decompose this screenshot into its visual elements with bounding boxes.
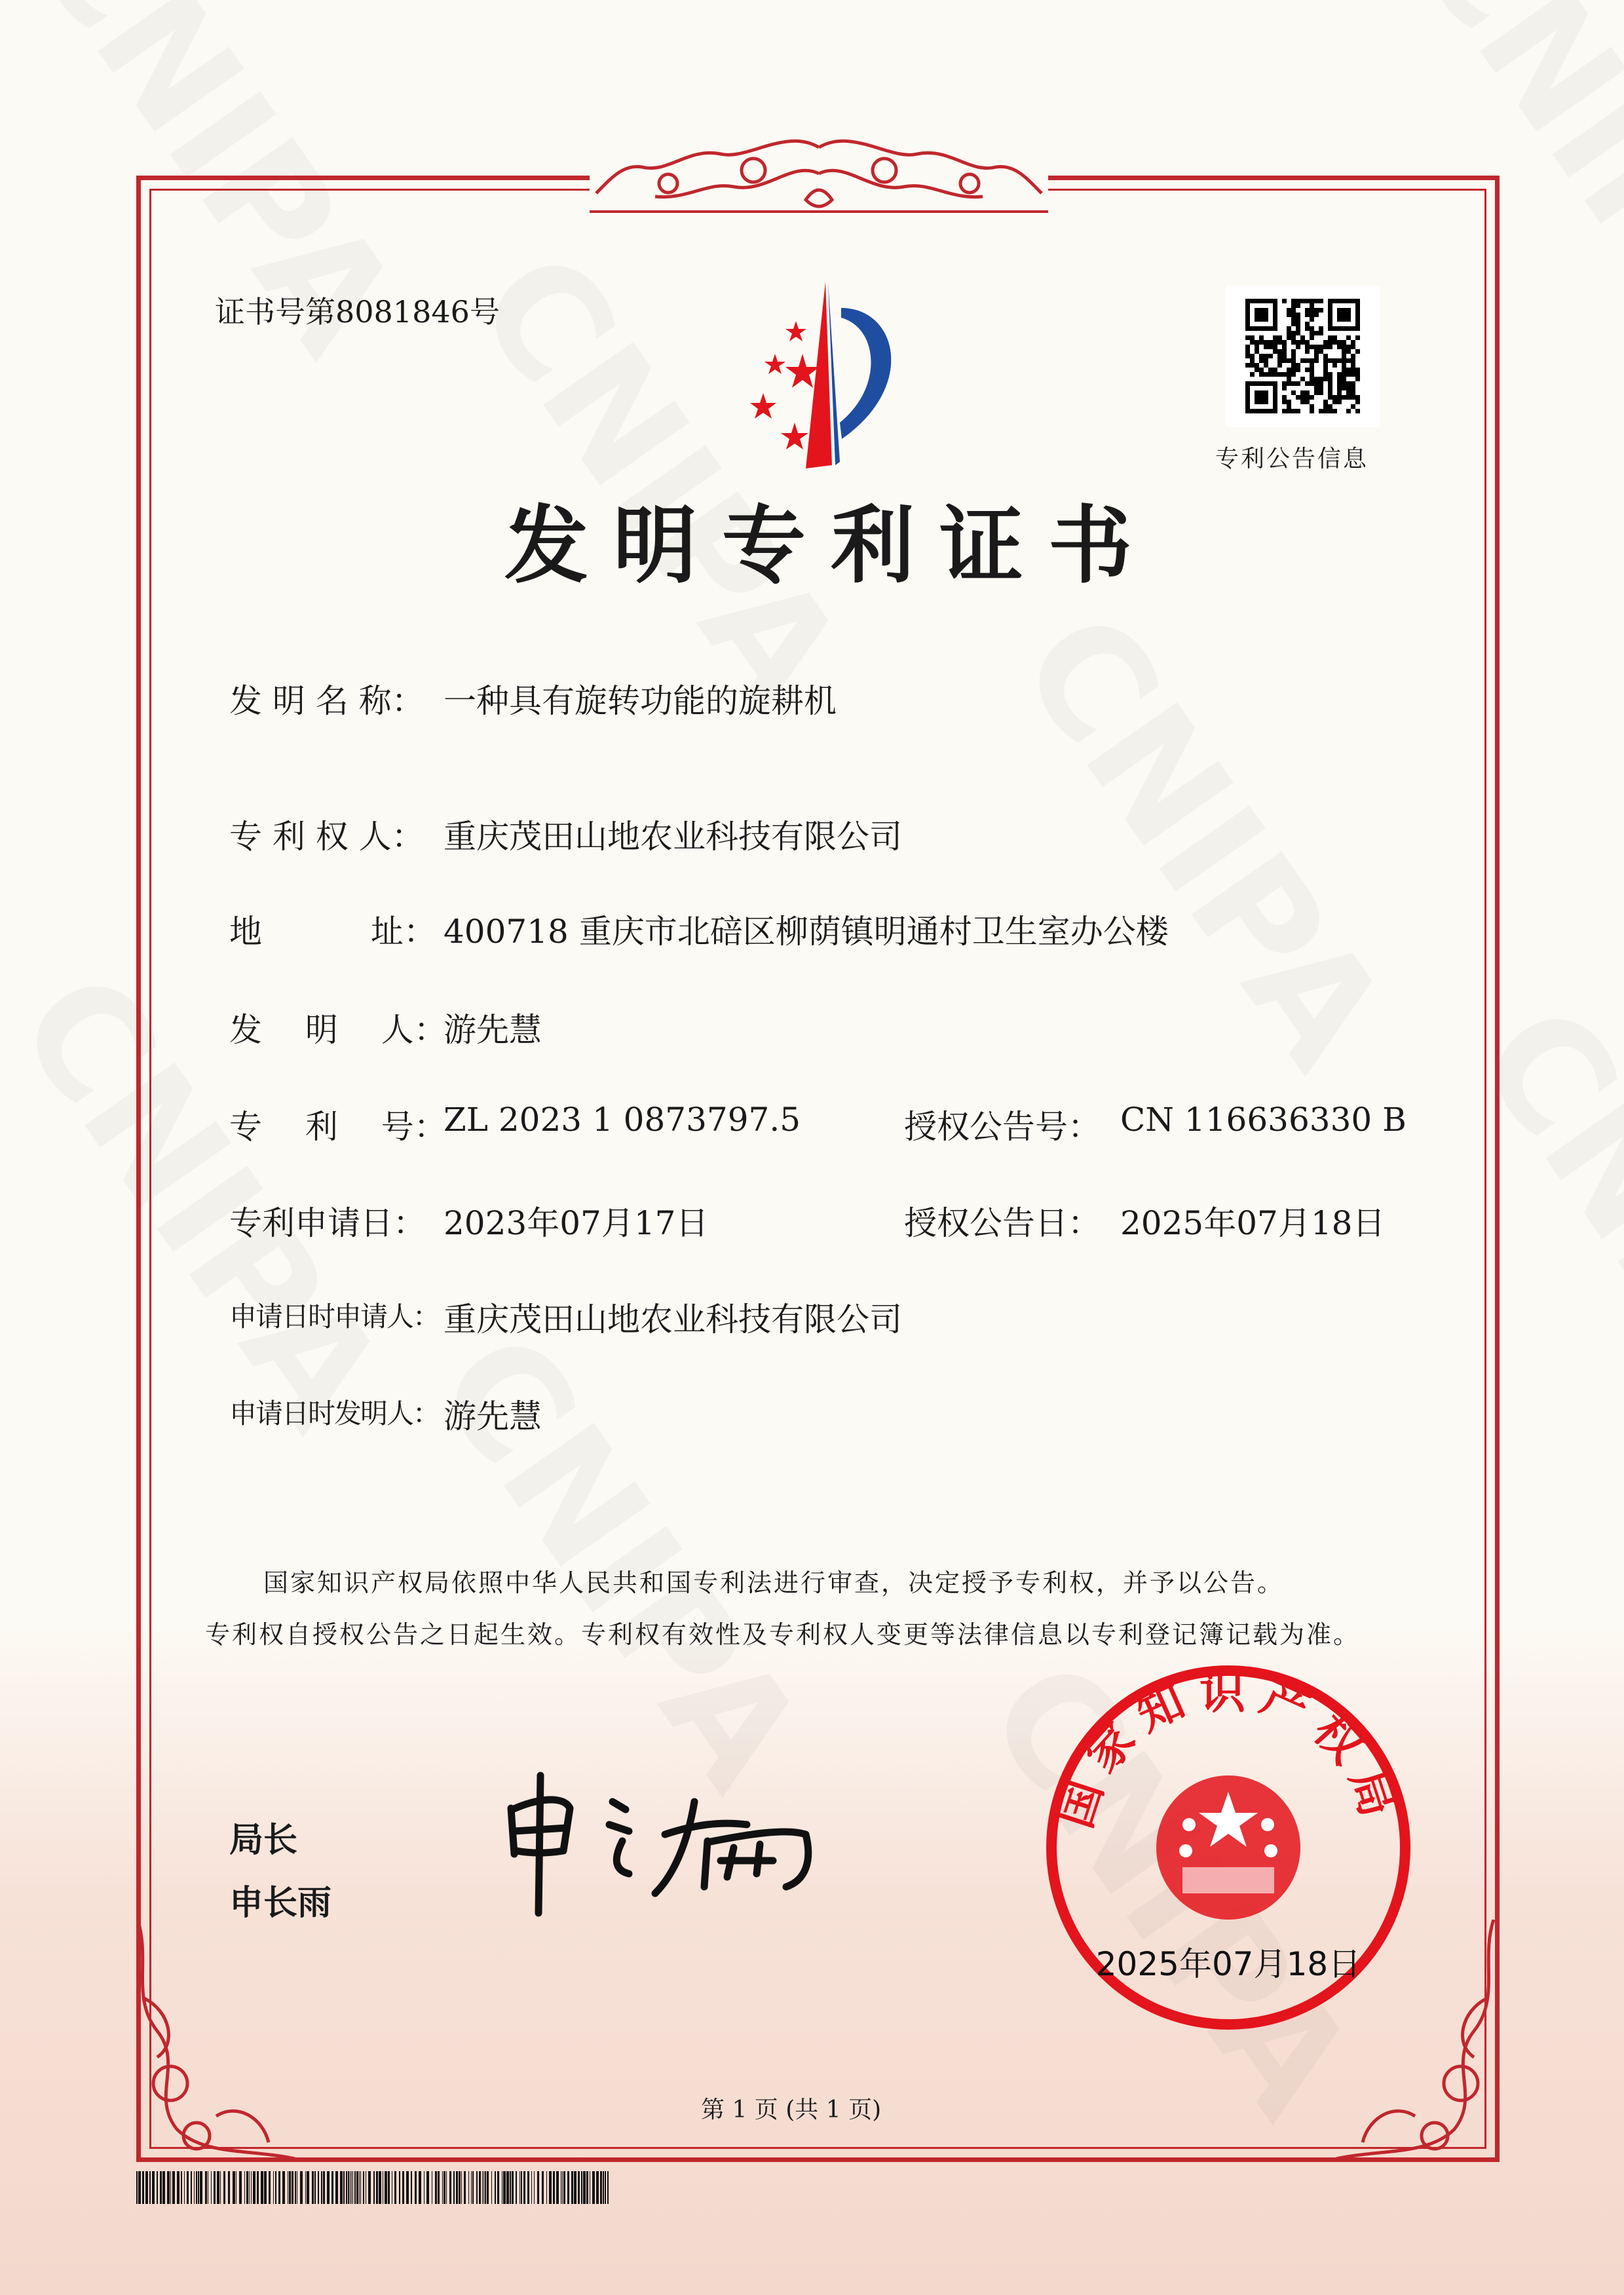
- cnipa-logo: [701, 282, 937, 478]
- field-value-patent-number: ZL 2023 1 0873797.5: [444, 1101, 801, 1139]
- seal-text: 国家知识产权局: [1048, 1665, 1409, 1834]
- top-ornament: [590, 134, 1048, 216]
- field-value-inventor: 游先慧: [444, 1011, 542, 1049]
- field-value-patentee: 重庆茂田山地农业科技有限公司: [444, 818, 902, 856]
- seal-date: 2025年07月18日: [1095, 1945, 1361, 1983]
- field-value-grant-pub-date: 2025年07月18日: [1120, 1204, 1386, 1242]
- field-label-inventor: 发 明 人：: [229, 1011, 447, 1049]
- field-label-patent-number: 专 利 号：: [229, 1108, 447, 1146]
- field-label-invention-name: 发 明 名 称：: [229, 682, 425, 720]
- barcode: [136, 2171, 611, 2204]
- page-title: 发明专利证书: [504, 497, 1158, 595]
- field-label-applicant-at-filing: 申请日时申请人：: [229, 1300, 440, 1333]
- corner-ornament-left: [131, 1920, 301, 2169]
- field-label-inventor-at-filing: 申请日时发明人：: [229, 1397, 440, 1430]
- signatory-name: 申长雨: [229, 1884, 332, 1923]
- statement-line-1: 国家知识产权局依照中华人民共和国专利法进行审查，决定授予专利权，并予以公告。: [263, 1568, 1285, 1597]
- qr-code-pattern: [1226, 286, 1380, 427]
- field-value-applicant-at-filing: 重庆茂田山地农业科技有限公司: [444, 1300, 902, 1338]
- field-label-address: 地 址：: [229, 913, 436, 951]
- field-value-inventor-at-filing: 游先慧: [444, 1397, 542, 1435]
- signatory-title: 局长: [229, 1821, 298, 1860]
- page-number: 第 1 页 (共 1 页): [701, 2096, 882, 2123]
- field-label-grant-pub-date: 授权公告日：: [904, 1204, 1101, 1242]
- statement-line-2: 专利权自授权公告之日起生效。专利权有效性及专利权人变更等法律信息以专利登记簿记载为准。: [205, 1620, 1361, 1649]
- field-value-filing-date: 2023年07月17日: [444, 1204, 709, 1242]
- field-label-filing-date: 专利申请日：: [229, 1204, 426, 1242]
- field-value-address: 400718 重庆市北碚区柳荫镇明通村卫生室办公楼: [444, 913, 1169, 951]
- official-seal: [1042, 1661, 1415, 2034]
- handwritten-signature: [498, 1762, 839, 1920]
- national-emblem-icon: [1156, 1775, 1300, 1920]
- qr-caption: 专利公告信息: [1215, 446, 1369, 472]
- field-label-patentee: 专 利 权 人：: [229, 818, 425, 856]
- field-value-grant-pub-number: CN 116636330 B: [1120, 1101, 1407, 1139]
- field-label-grant-pub-number: 授权公告号：: [904, 1108, 1101, 1146]
- qr-code[interactable]: [1226, 286, 1380, 427]
- certificate-number: 证书号第8081846号: [215, 294, 500, 330]
- field-value-invention-name: 一种具有旋转功能的旋耕机: [444, 682, 837, 720]
